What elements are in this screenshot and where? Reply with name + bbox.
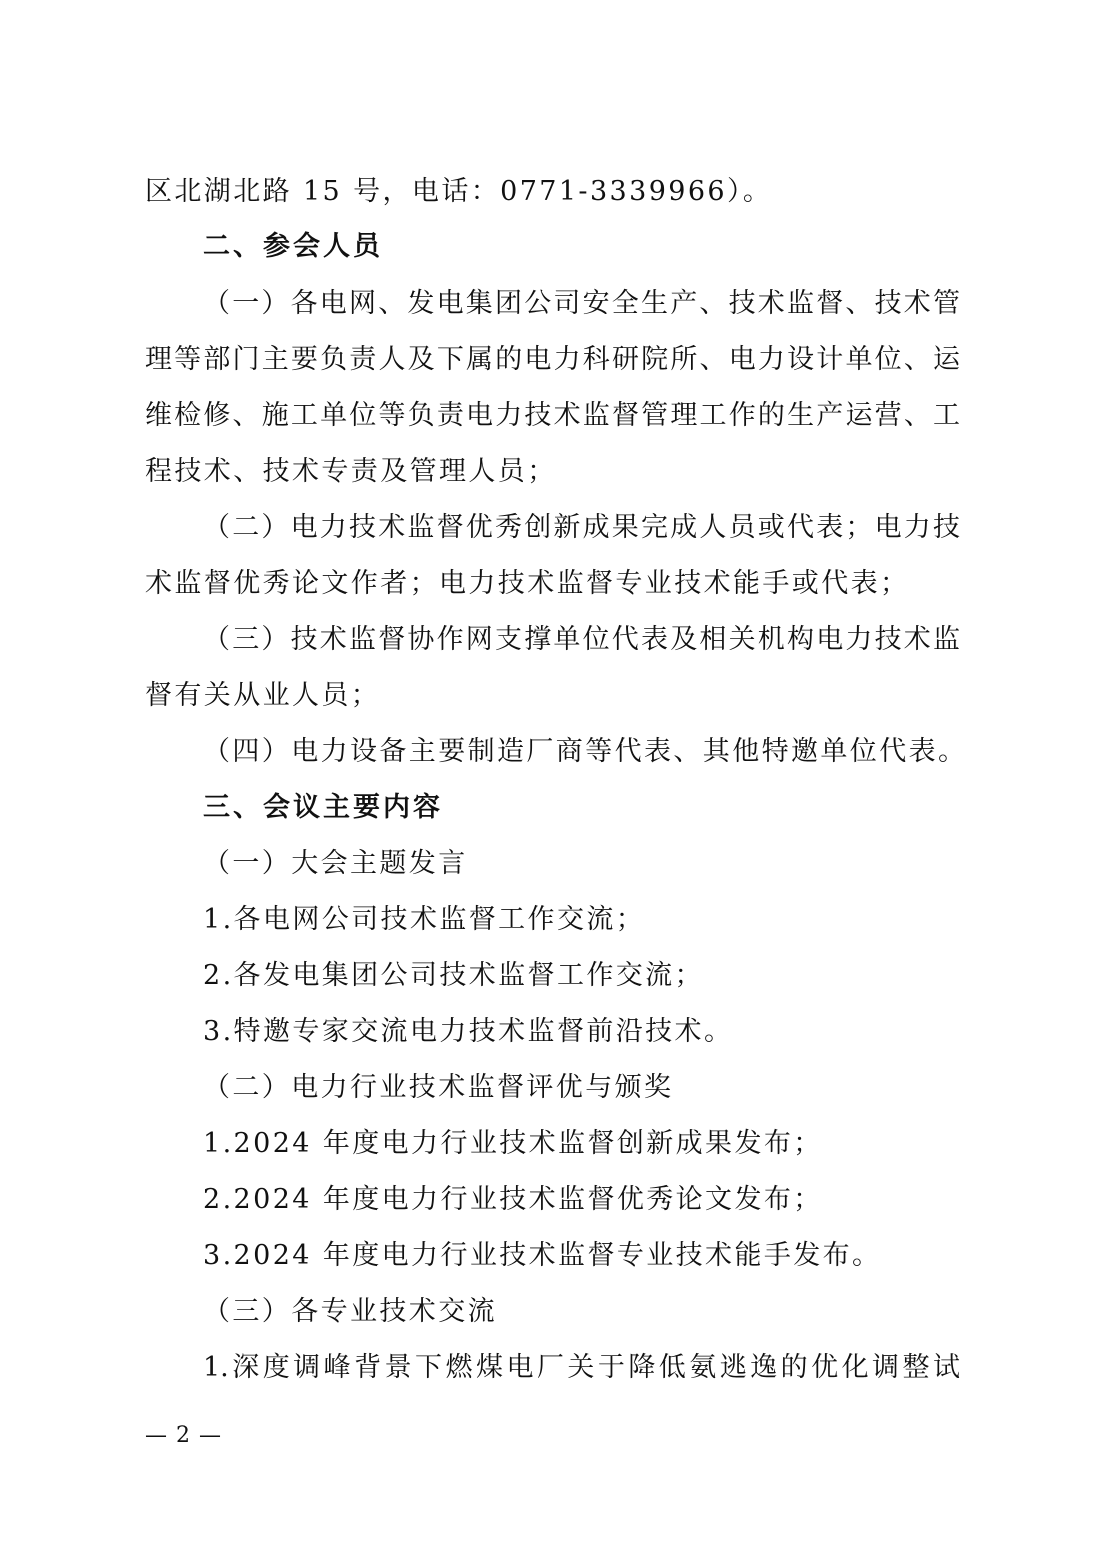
paragraph-line: 术监督优秀论文作者；电力技术监督专业技术能手或代表；	[145, 568, 910, 599]
paragraph-line: （一）各电网、发电集团公司安全生产、技术监督、技术管	[203, 288, 960, 319]
list-item: 2.各发电集团公司技术监督工作交流；	[203, 960, 704, 991]
list-item: 1.2024 年度电力行业技术监督创新成果发布；	[203, 1128, 823, 1159]
paragraph-line: （四）电力设备主要制造厂商等代表、其他特邀单位代表。	[203, 736, 968, 767]
address-line: 区北湖北路 15 号，电话：0771-3339966）。	[145, 176, 773, 207]
section-heading-attendees: 二、参会人员	[203, 231, 383, 262]
list-item: 2.2024 年度电力行业技术监督优秀论文发布；	[203, 1184, 823, 1215]
list-item: 3.特邀专家交流电力技术监督前沿技术。	[203, 1016, 734, 1047]
list-item: 1.深度调峰背景下燃煤电厂关于降低氨逃逸的优化调整试	[203, 1352, 960, 1383]
paragraph-line: （二）电力技术监督优秀创新成果完成人员或代表；电力技	[203, 512, 960, 543]
subheading-line: （二）电力行业技术监督评优与颁奖	[203, 1072, 674, 1103]
subheading-line: （一）大会主题发言	[203, 848, 468, 879]
page-number: — 2 —	[145, 1423, 222, 1448]
list-item: 1.各电网公司技术监督工作交流；	[203, 904, 646, 935]
paragraph-line: 维检修、施工单位等负责电力技术监督管理工作的生产运营、工	[145, 400, 960, 431]
paragraph-line: 理等部门主要负责人及下属的电力科研院所、电力设计单位、运	[145, 344, 960, 375]
section-heading-content: 三、会议主要内容	[203, 792, 443, 823]
paragraph-line: 程技术、技术专责及管理人员；	[145, 456, 557, 487]
subheading-line: （三）各专业技术交流	[203, 1296, 497, 1327]
list-item: 3.2024 年度电力行业技术监督专业技术能手发布。	[203, 1240, 882, 1271]
paragraph-line: （三）技术监督协作网支撑单位代表及相关机构电力技术监	[203, 624, 960, 655]
paragraph-line: 督有关从业人员；	[145, 680, 381, 711]
